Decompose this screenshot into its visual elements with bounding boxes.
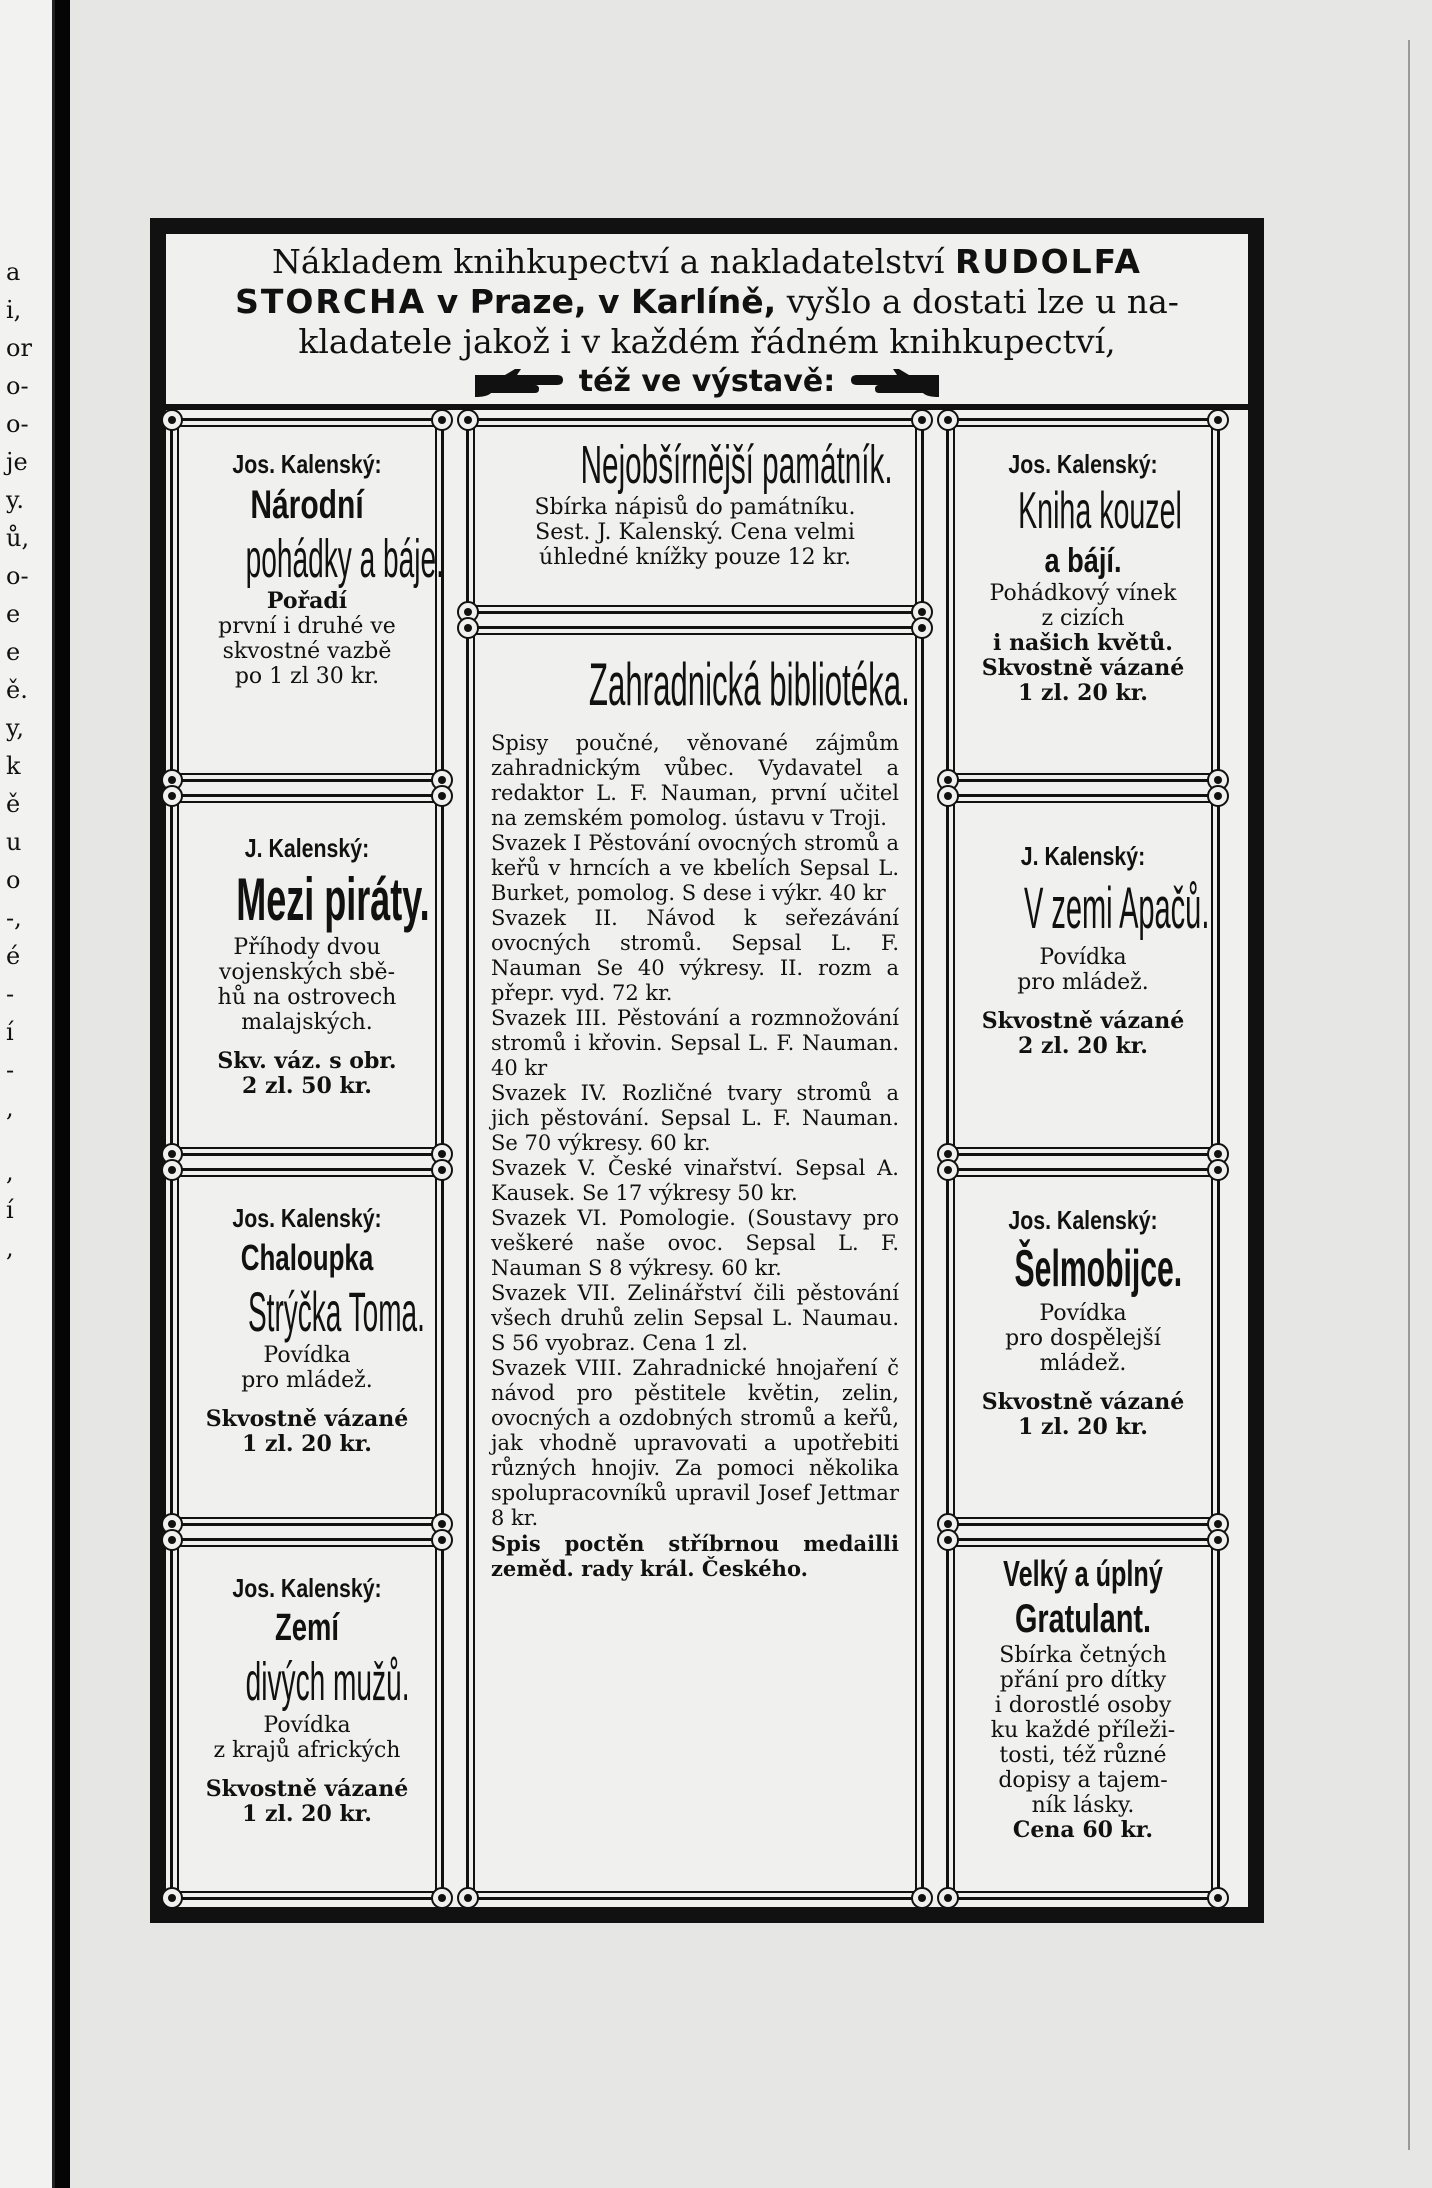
book-title: Strýčka Toma.	[248, 1280, 425, 1343]
book-title: Zahradnická bibliotéka.	[588, 651, 910, 718]
book-zahradnicka-biblioteka	[466, 626, 924, 1900]
ornament-corner-icon	[1205, 1527, 1231, 1553]
ornament-corner-icon	[935, 1885, 961, 1911]
prev-page-fragment: u	[6, 828, 22, 856]
book-v-zemi-apacu	[946, 794, 1220, 1156]
prev-page-fragment: y.	[6, 486, 24, 514]
book-nejobsirnejsi-pamatnik	[466, 418, 924, 614]
book-description: Sbírka nápisů do památníku.	[534, 495, 856, 520]
series-volume: Svazek VIII. Zahradnické hnojaření č návod pro pěstitele květin, zelin, ovocných a ozdobných stromů a keřů, jak vhodně upravovati a upotřebiti různých hnojiv. Za pomoci několika spolupracovníků upravil Josef Jettmar 8 kr.	[491, 1356, 899, 1530]
book-author: Jos. Kalenský:	[232, 449, 382, 479]
prev-page-fragment: y,	[6, 714, 24, 742]
book-description: Pořadí	[266, 588, 348, 614]
pointing-hand-left-icon	[851, 367, 941, 397]
publisher-location: v Praze, v Karlíně,	[436, 282, 777, 321]
header-line-1	[166, 242, 1248, 282]
advertisement-frame	[150, 218, 1264, 1923]
ornament-corner-icon	[159, 1527, 185, 1553]
prev-page-fragment: o-	[6, 372, 29, 400]
book-narodni-pohadky	[170, 418, 444, 782]
book-selmobijce	[946, 1168, 1220, 1526]
prev-page-fragment: ,	[6, 1094, 14, 1122]
book-description: dopisy a tajem-	[998, 1768, 1168, 1793]
book-title: Chaloupka	[240, 1237, 374, 1278]
header-line-2	[166, 282, 1248, 322]
book-description: hů na ostrovech	[217, 985, 397, 1010]
series-paragraph: Spisy poučné, věnované zájmům zahradnickým vůbec. Vydavatel a redaktor L. F. Nauman, první učitel na zemském pomolog. ústavu v Troji.	[491, 731, 899, 830]
book-description: pro mládež.	[1017, 970, 1149, 995]
prev-page-fragment: -,	[6, 904, 22, 932]
ornament-corner-icon	[159, 1885, 185, 1911]
book-description: ník lásky.	[1031, 1793, 1135, 1818]
ornament-corner-icon	[1205, 783, 1231, 809]
book-description: pro mládež.	[241, 1368, 373, 1393]
ornament-corner-icon	[909, 615, 935, 641]
ornament-corner-icon	[935, 1527, 961, 1553]
middle-column	[462, 418, 928, 1907]
book-price: Cena 60 kr.	[1012, 1817, 1154, 1843]
book-title: pohádky a báje.	[245, 529, 444, 589]
publisher-header	[166, 234, 1248, 410]
book-description: úhledné knížky pouze 12 kr.	[538, 545, 852, 570]
ornament-corner-icon	[455, 407, 481, 433]
pointing-hand-right-icon	[473, 367, 563, 397]
book-author: J. Kalenský:	[1020, 841, 1146, 871]
previous-page-edge	[0, 0, 55, 2188]
book-description: první i druhé ve	[218, 614, 396, 639]
series-volume: Svazek V. České vinařství. Sepsal A. Kausek. Se 17 výkresy 50 kr.	[491, 1156, 899, 1205]
prev-page-fragment: o-	[6, 562, 29, 590]
header-text: vyšlo a dostati lze u na-	[786, 282, 1179, 321]
ornament-corner-icon	[935, 783, 961, 809]
prev-page-fragment: or	[6, 334, 32, 362]
book-description: skvostné vazbě	[222, 639, 392, 664]
book-price: Skvostně vázané	[205, 1406, 409, 1432]
book-description: po 1 zl 30 kr.	[234, 664, 380, 689]
book-price: 2 zl. 20 kr.	[1018, 1033, 1148, 1059]
book-title: Nejobšírnější památník.	[580, 435, 893, 495]
book-price: Skvostně vázané	[205, 1776, 409, 1802]
prev-page-fragment: e	[6, 638, 21, 666]
book-title: Šelmobijce.	[1014, 1240, 1183, 1298]
series-volume: Svazek II. Návod k seřezávání ovocných stromů. Sepsal L. F. Nauman Se 40 výkresy. II. rozm a přepr. vyd. 72 kr.	[491, 906, 899, 1005]
book-price: Skvostně vázané	[981, 1389, 1185, 1415]
book-title: Kniha kouzel	[1018, 482, 1182, 540]
book-author: Jos. Kalenský:	[232, 1573, 382, 1603]
book-price: 1 zl. 20 kr.	[1018, 1414, 1148, 1440]
prev-page-fragment: -	[6, 1056, 15, 1084]
book-author: Jos. Kalenský:	[1008, 1205, 1158, 1235]
prev-page-fragment: ě.	[6, 676, 28, 704]
publisher-name-last: STORCHA	[235, 282, 427, 321]
ornament-corner-icon	[429, 407, 455, 433]
prev-page-fragment: i,	[6, 296, 22, 324]
book-description: Sbírka četných	[999, 1643, 1167, 1668]
publisher-name-first: RUDOLFA	[954, 242, 1142, 281]
book-title: Zemí	[275, 1607, 339, 1649]
book-author: Jos. Kalenský:	[1008, 449, 1158, 479]
book-description: Příhody dvou	[233, 935, 381, 960]
book-description: i dorostlé osoby	[994, 1693, 1172, 1718]
prev-page-fragment: -	[6, 980, 15, 1008]
prev-page-fragment: k	[6, 752, 21, 780]
book-description: malajských.	[241, 1010, 373, 1035]
book-description: pro dospělejší	[1005, 1326, 1161, 1351]
book-description: z cizích	[1041, 606, 1125, 631]
book-title: Národní	[250, 483, 364, 527]
series-volume: Svazek IV. Rozličné tvary stromů a jich pěstování. Sepsal L. F. Nauman. Se 70 výkresy. 60 kr.	[491, 1081, 899, 1155]
ornament-corner-icon	[909, 1885, 935, 1911]
ornament-corner-icon	[455, 615, 481, 641]
prev-page-fragment: í	[6, 1018, 14, 1046]
prev-page-fragment: ů,	[6, 524, 30, 552]
book-description: vojenských sbě-	[218, 960, 396, 985]
book-kniha-kouzel	[946, 418, 1220, 782]
book-description: Povídka	[1039, 945, 1127, 970]
book-gratulant	[946, 1538, 1220, 1900]
book-description: Pohádkový vínek	[989, 581, 1177, 606]
book-description: ku každé příleži-	[990, 1718, 1176, 1743]
award-note: Spis poctěn stříbrnou medailli zeměd. rady král. Českého.	[491, 1531, 899, 1581]
header-text: Nákladem knihkupectví a nakladatelství	[272, 242, 945, 281]
book-description: přání pro dítky	[999, 1668, 1167, 1693]
ornament-corner-icon	[429, 1527, 455, 1553]
book-title: a bájí.	[1044, 542, 1122, 580]
ornament-corner-icon	[1205, 1885, 1231, 1911]
prev-page-fragment: je	[6, 448, 28, 476]
book-description: Povídka	[1039, 1301, 1127, 1326]
header-line-4	[166, 362, 1248, 406]
header-line-3: kladatele jakož i v každém řádném knihkupectví,	[298, 322, 1116, 361]
book-price: 1 zl. 20 kr.	[242, 1801, 372, 1827]
book-description: Povídka	[263, 1713, 351, 1738]
book-mezi-piraty	[170, 794, 444, 1156]
ornament-corner-icon	[159, 1157, 185, 1183]
prev-page-fragment: í	[6, 1196, 14, 1224]
book-description: tosti, též různé	[999, 1743, 1167, 1768]
ornament-corner-icon	[909, 407, 935, 433]
left-column	[166, 418, 448, 1907]
prev-page-fragment: é	[6, 942, 21, 970]
ornament-corner-icon	[1205, 1157, 1231, 1183]
ornament-corner-icon	[159, 407, 185, 433]
prev-page-fragment: ,	[6, 1158, 14, 1186]
book-price: Skvostně vázané	[981, 1008, 1185, 1034]
book-author: J. Kalenský:	[244, 833, 370, 863]
book-price: Skv. váz. s obr.	[217, 1048, 397, 1074]
book-description: Povídka	[263, 1343, 351, 1368]
book-description: mládež.	[1039, 1351, 1127, 1376]
prev-page-fragment: o	[6, 866, 21, 894]
book-price: 1 zl. 20 kr.	[1018, 680, 1148, 706]
prev-page-fragment: ě	[6, 790, 21, 818]
book-price: 1 zl. 20 kr.	[242, 1431, 372, 1457]
book-title: Velký a úplný	[1003, 1553, 1163, 1594]
book-title: V zemi Apačů.	[1024, 876, 1210, 941]
exhibition-label: též ve výstavě:	[578, 364, 836, 399]
book-zemi-divych-muzu	[170, 1538, 444, 1900]
prev-page-fragment: a	[6, 258, 21, 286]
prev-page-fragment: o-	[6, 410, 29, 438]
ornament-corner-icon	[429, 1885, 455, 1911]
book-description: Sest. J. Kalenský. Cena velmi	[535, 520, 855, 545]
book-title: Gratulant.	[1014, 1597, 1152, 1641]
book-title: Mezi piráty.	[236, 866, 430, 933]
book-author: Jos. Kalenský:	[232, 1203, 382, 1233]
series-volume: Svazek VI. Pomologie. (Soustavy pro veškeré naše ovoc. Sepsal L. F. Nauman S 8 výkresy. 60 kr.	[491, 1206, 899, 1280]
page-edge-line	[1408, 40, 1410, 2150]
right-column	[942, 418, 1224, 1907]
prev-page-fragment: e	[6, 600, 21, 628]
book-chaloupka	[170, 1168, 444, 1526]
ornament-corner-icon	[935, 407, 961, 433]
ornament-corner-icon	[429, 1157, 455, 1183]
ornament-corner-icon	[159, 783, 185, 809]
ornament-corner-icon	[935, 1157, 961, 1183]
series-volume: Svazek I Pěstování ovocných stromů a keřů v hrncích a ve kbelích Sepsal L. Burket, pomolog. S dese i výkr. 40 kr	[491, 831, 899, 905]
ornament-corner-icon	[429, 783, 455, 809]
ornament-corner-icon	[455, 1885, 481, 1911]
ornament-corner-icon	[1205, 407, 1231, 433]
prev-page-fragment: ,	[6, 1234, 14, 1262]
book-title: divých mužů.	[245, 1652, 410, 1712]
book-description: i našich květů.	[993, 630, 1173, 656]
book-price: Skvostně vázané	[981, 655, 1185, 681]
series-volume: Svazek III. Pěstování a rozmnožování stromů i křovin. Sepsal L. F. Nauman. 40 kr	[491, 1006, 899, 1080]
book-description: z krajů afrických	[213, 1738, 401, 1763]
series-volume: Svazek VII. Zelinářství čili pěstování všech druhů zelin Sepsal L. Naumau. S 56 vyobraz. Cena 1 zl.	[491, 1281, 899, 1355]
book-price: 2 zl. 50 kr.	[242, 1073, 372, 1099]
advertisement-inner	[164, 232, 1250, 1909]
